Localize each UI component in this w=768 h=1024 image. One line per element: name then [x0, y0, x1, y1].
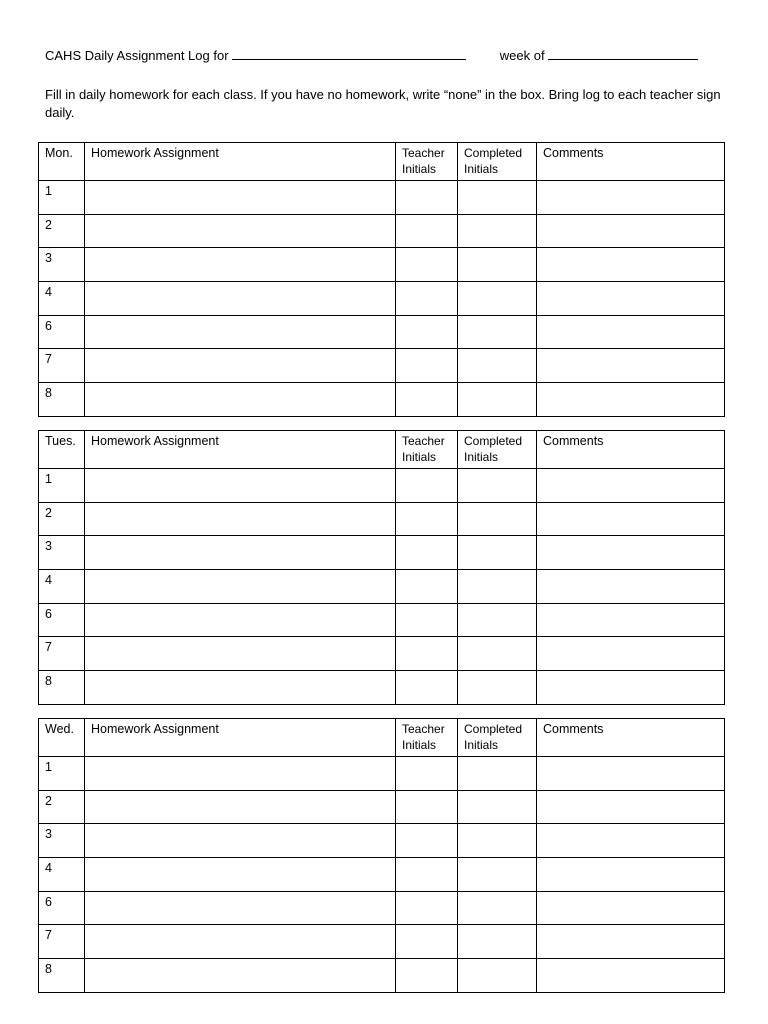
table-row [39, 248, 725, 282]
completed-initials-cell[interactable] [458, 891, 537, 925]
comments-cell[interactable] [537, 891, 725, 925]
table-row [39, 671, 725, 705]
period-number: 6 [39, 603, 85, 637]
period-number: 4 [39, 570, 85, 604]
homework-header: Homework Assignment [85, 143, 396, 181]
completed-initials-header-line1: Completed [464, 146, 523, 160]
week-blank-line[interactable] [548, 49, 698, 60]
completed-initials-cell[interactable] [458, 282, 537, 316]
period-number: 8 [39, 383, 85, 417]
comments-cell[interactable] [537, 282, 725, 316]
teacher-initials-cell[interactable] [396, 824, 458, 858]
homework-cell[interactable] [85, 858, 396, 892]
completed-initials-header [458, 143, 537, 181]
teacher-initials-cell[interactable] [396, 959, 458, 993]
homework-cell[interactable] [85, 637, 396, 671]
teacher-initials-cell[interactable] [396, 570, 458, 604]
period-number: 7 [39, 349, 85, 383]
instructions-text: Fill in daily homework for each class. If you have no homework, write “none” in the box. Bring log to each teacher sign daily. [45, 87, 721, 120]
homework-cell[interactable] [85, 315, 396, 349]
teacher-initials-header-line2: Initials [402, 162, 437, 176]
comments-cell[interactable] [537, 671, 725, 705]
homework-header: Homework Assignment [85, 719, 396, 757]
completed-initials-cell[interactable] [458, 214, 537, 248]
week-label: week of [499, 48, 545, 63]
teacher-initials-cell[interactable] [396, 536, 458, 570]
teacher-initials-header-line2: Initials [402, 450, 437, 464]
comments-header: Comments [537, 143, 725, 181]
table-row [39, 469, 725, 503]
teacher-initials-header-line1: Teacher [402, 146, 445, 160]
comments-cell[interactable] [537, 603, 725, 637]
homework-cell[interactable] [85, 383, 396, 417]
comments-cell[interactable] [537, 790, 725, 824]
homework-cell[interactable] [85, 603, 396, 637]
period-number: 1 [39, 757, 85, 791]
completed-initials-cell[interactable] [458, 502, 537, 536]
teacher-initials-cell[interactable] [396, 282, 458, 316]
completed-initials-cell[interactable] [458, 925, 537, 959]
teacher-initials-cell[interactable] [396, 790, 458, 824]
table-row [39, 536, 725, 570]
comments-cell[interactable] [537, 959, 725, 993]
completed-initials-header-line1: Completed [464, 722, 523, 736]
completed-initials-cell[interactable] [458, 570, 537, 604]
teacher-initials-cell[interactable] [396, 757, 458, 791]
completed-initials-header-line2: Initials [464, 738, 499, 752]
comments-cell[interactable] [537, 637, 725, 671]
completed-initials-header-line2: Initials [464, 450, 499, 464]
period-number: 7 [39, 637, 85, 671]
table-row [39, 790, 725, 824]
homework-cell[interactable] [85, 757, 396, 791]
teacher-initials-cell[interactable] [396, 502, 458, 536]
table-row [39, 824, 725, 858]
period-number: 3 [39, 536, 85, 570]
teacher-initials-cell[interactable] [396, 925, 458, 959]
comments-cell[interactable] [537, 824, 725, 858]
homework-cell[interactable] [85, 891, 396, 925]
day-label: Mon. [39, 143, 85, 181]
completed-initials-cell[interactable] [458, 248, 537, 282]
completed-initials-cell[interactable] [458, 959, 537, 993]
day-table [38, 142, 725, 417]
comments-cell[interactable] [537, 925, 725, 959]
period-number: 1 [39, 181, 85, 215]
homework-cell[interactable] [85, 282, 396, 316]
completed-initials-cell[interactable] [458, 383, 537, 417]
period-number: 2 [39, 214, 85, 248]
teacher-initials-header-line1: Teacher [402, 722, 445, 736]
homework-cell[interactable] [85, 214, 396, 248]
comments-cell[interactable] [537, 383, 725, 417]
completed-initials-header-line2: Initials [464, 162, 499, 176]
homework-cell[interactable] [85, 570, 396, 604]
table-row [39, 858, 725, 892]
homework-cell[interactable] [85, 671, 396, 705]
table-row [39, 315, 725, 349]
comments-cell[interactable] [537, 502, 725, 536]
completed-initials-cell[interactable] [458, 757, 537, 791]
period-number: 8 [39, 959, 85, 993]
homework-cell[interactable] [85, 248, 396, 282]
table-row [39, 214, 725, 248]
table-row [39, 603, 725, 637]
teacher-initials-header-line2: Initials [402, 738, 437, 752]
comments-cell[interactable] [537, 757, 725, 791]
period-number: 1 [39, 469, 85, 503]
comments-header: Comments [537, 431, 725, 469]
completed-initials-header-line1: Completed [464, 434, 523, 448]
teacher-initials-cell[interactable] [396, 248, 458, 282]
teacher-initials-cell[interactable] [396, 181, 458, 215]
table-row [39, 570, 725, 604]
homework-cell[interactable] [85, 502, 396, 536]
homework-cell[interactable] [85, 959, 396, 993]
name-blank-line[interactable] [232, 49, 466, 60]
comments-cell[interactable] [537, 858, 725, 892]
table-row [39, 757, 725, 791]
log-header [45, 48, 698, 63]
teacher-initials-cell[interactable] [396, 671, 458, 705]
period-number: 3 [39, 248, 85, 282]
completed-initials-cell[interactable] [458, 349, 537, 383]
table-header-row [39, 431, 725, 469]
homework-cell[interactable] [85, 181, 396, 215]
comments-cell[interactable] [537, 315, 725, 349]
teacher-initials-cell[interactable] [396, 603, 458, 637]
completed-initials-cell[interactable] [458, 603, 537, 637]
comments-cell[interactable] [537, 536, 725, 570]
completed-initials-cell[interactable] [458, 671, 537, 705]
completed-initials-cell[interactable] [458, 315, 537, 349]
comments-cell[interactable] [537, 214, 725, 248]
completed-initials-header [458, 431, 537, 469]
period-number: 6 [39, 891, 85, 925]
teacher-initials-cell[interactable] [396, 383, 458, 417]
homework-header: Homework Assignment [85, 431, 396, 469]
teacher-initials-header [396, 431, 458, 469]
table-row [39, 349, 725, 383]
teacher-initials-header [396, 719, 458, 757]
completed-initials-cell[interactable] [458, 181, 537, 215]
table-row [39, 925, 725, 959]
homework-cell[interactable] [85, 469, 396, 503]
period-number: 4 [39, 858, 85, 892]
table-row [39, 282, 725, 316]
day-table [38, 718, 725, 993]
comments-header: Comments [537, 719, 725, 757]
completed-initials-cell[interactable] [458, 536, 537, 570]
comments-cell[interactable] [537, 469, 725, 503]
period-number: 4 [39, 282, 85, 316]
log-title: CAHS Daily Assignment Log for [45, 48, 229, 63]
table-row [39, 181, 725, 215]
period-number: 3 [39, 824, 85, 858]
homework-cell[interactable] [85, 925, 396, 959]
table-header-row [39, 719, 725, 757]
teacher-initials-header [396, 143, 458, 181]
day-table [38, 430, 725, 705]
comments-cell[interactable] [537, 248, 725, 282]
table-row [39, 383, 725, 417]
homework-cell[interactable] [85, 349, 396, 383]
teacher-initials-cell[interactable] [396, 349, 458, 383]
homework-cell[interactable] [85, 824, 396, 858]
completed-initials-cell[interactable] [458, 824, 537, 858]
day-label: Tues. [39, 431, 85, 469]
completed-initials-cell[interactable] [458, 790, 537, 824]
period-number: 6 [39, 315, 85, 349]
teacher-initials-cell[interactable] [396, 214, 458, 248]
table-row [39, 502, 725, 536]
period-number: 7 [39, 925, 85, 959]
comments-cell[interactable] [537, 181, 725, 215]
table-row [39, 637, 725, 671]
teacher-initials-cell[interactable] [396, 315, 458, 349]
completed-initials-cell[interactable] [458, 469, 537, 503]
day-label: Wed. [39, 719, 85, 757]
teacher-initials-cell[interactable] [396, 469, 458, 503]
period-number: 2 [39, 502, 85, 536]
completed-initials-header [458, 719, 537, 757]
period-number: 8 [39, 671, 85, 705]
table-row [39, 959, 725, 993]
comments-cell[interactable] [537, 349, 725, 383]
teacher-initials-cell[interactable] [396, 858, 458, 892]
completed-initials-cell[interactable] [458, 858, 537, 892]
period-number: 2 [39, 790, 85, 824]
homework-cell[interactable] [85, 536, 396, 570]
table-row [39, 891, 725, 925]
teacher-initials-cell[interactable] [396, 891, 458, 925]
comments-cell[interactable] [537, 570, 725, 604]
table-header-row [39, 143, 725, 181]
teacher-initials-cell[interactable] [396, 637, 458, 671]
teacher-initials-header-line1: Teacher [402, 434, 445, 448]
homework-cell[interactable] [85, 790, 396, 824]
completed-initials-cell[interactable] [458, 637, 537, 671]
